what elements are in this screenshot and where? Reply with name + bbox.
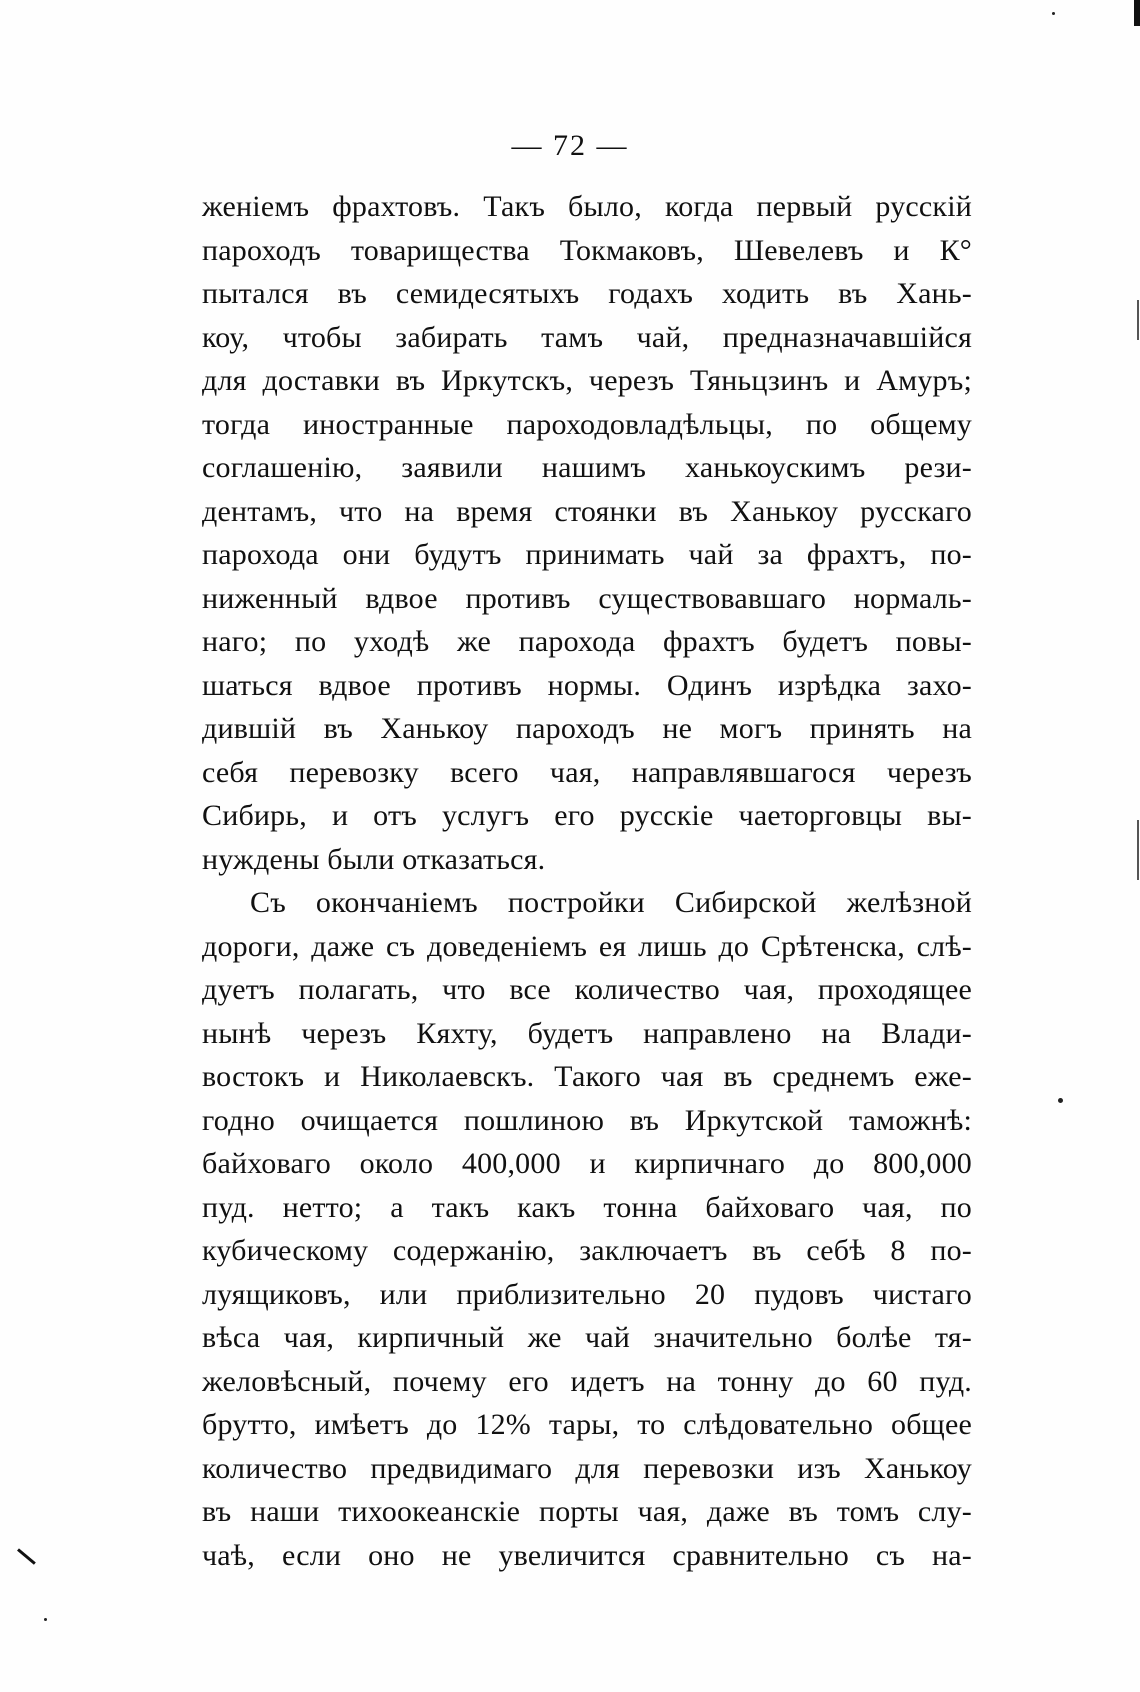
text-line: соглашенію, заявили нашимъ ханькоускимъ рези-: [202, 451, 972, 484]
scan-edge-tick: [1137, 820, 1139, 880]
text-line: дентамъ, что на время стоянки въ Ханькоу русскаго: [202, 494, 972, 528]
scan-speck: [1058, 1098, 1063, 1103]
text-line: женіемъ фрахтовъ. Такъ было, когда первый русскій: [202, 190, 972, 223]
text-line: кубическому содержанію, заключаетъ въ себѣ 8 по-: [202, 1234, 972, 1267]
text-line: вѣса чая, кирпичный же чай значительно болѣе тя-: [202, 1321, 972, 1354]
text-line: въ наши тихоокеанскіе порты чая, даже въ томъ слу-: [202, 1495, 972, 1528]
text-line: луящиковъ, или приблизительно 20 пудовъ чистаго: [202, 1277, 972, 1311]
text-line: дороги, даже съ доведеніемъ ея лишь до Срѣтенска, слѣ-: [202, 929, 972, 963]
text-line: для доставки въ Иркутскъ, черезъ Тяньцзинъ и Амуръ;: [202, 364, 972, 397]
text-line: Съ окончаніемъ постройки Сибирской желѣзной: [250, 886, 972, 919]
text-line: чаѣ, если оно не увеличится сравнительно съ на-: [202, 1538, 972, 1572]
text-line: востокъ и Николаевскъ. Такого чая въ среднемъ еже-: [202, 1060, 972, 1093]
scan-speck: [44, 1618, 47, 1621]
scan-speck: [1052, 12, 1055, 15]
text-line: пытался въ семидесятыхъ годахъ ходить въ Хань-: [202, 277, 972, 310]
text-line: себя перевозку всего чая, направлявшагося черезъ: [202, 755, 972, 789]
text-line: пароходъ товарищества Токмаковъ, Шевелевъ и К°: [202, 233, 972, 267]
text-line: годно очищается пошлиною въ Иркутской таможнѣ:: [202, 1103, 972, 1137]
text-line: парохода они будутъ принимать чай за фрахтъ, по-: [202, 538, 972, 571]
scan-edge-mark: [1134, 0, 1140, 26]
text-line: нынѣ черезъ Кяхту, будетъ направлено на Влади-: [202, 1016, 972, 1050]
text-line: дуетъ полагать, что все количество чая, проходящее: [202, 973, 972, 1006]
text-line: брутто, имѣетъ до 12% тары, то слѣдовательно общее: [202, 1408, 972, 1441]
body-text: [202, 185, 972, 1577]
text-line: желовѣсный, почему его идетъ на тонну до 60 пуд.: [202, 1364, 972, 1398]
text-line: байховаго около 400,000 и кирпичнаго до 800,000: [202, 1147, 972, 1180]
text-line: тогда иностранные пароходовладѣльцы, по общему: [202, 407, 972, 441]
scan-stroke-mark: [17, 1548, 36, 1564]
scan-edge-tick: [1137, 300, 1139, 340]
text-line: пуд. нетто; а такъ какъ тонна байховаго чая, по: [202, 1190, 972, 1224]
text-line: ниженный вдвое противъ существовавшаго нормаль-: [202, 581, 972, 615]
text-line: нуждены были отказаться.: [202, 842, 546, 876]
text-line: коу, чтобы забирать тамъ чай, предназначавшійся: [202, 320, 972, 354]
text-line: дившій въ Ханькоу пароходъ не могъ принять на: [202, 712, 972, 745]
text-line: Сибирь, и отъ услугъ его русскіе чаеторговцы вы-: [202, 799, 972, 832]
page-number: — 72 —: [511, 129, 629, 162]
text-line: наго; по уходѣ же парохода фрахтъ будетъ повы-: [202, 625, 972, 658]
text-line: шаться вдвое противъ нормы. Одинъ изрѣдка захо-: [202, 668, 972, 702]
text-line: количество предвидимаго для перевозки изъ Ханькоу: [202, 1451, 972, 1485]
